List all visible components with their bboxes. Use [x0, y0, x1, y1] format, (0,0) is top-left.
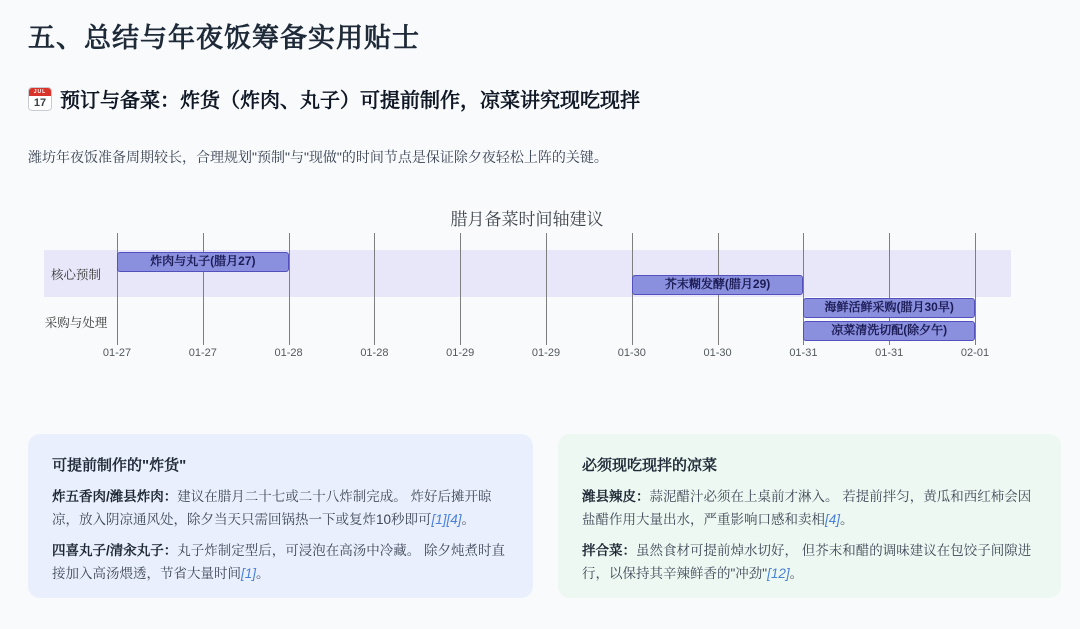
gantt-tick-label: 01-30 — [617, 347, 646, 359]
dish-text: 丸子炸制定型后，可浸泡在高汤中冷藏。 除夕炖煮时直接加入高汤煨透，节省大量时间 — [52, 543, 506, 582]
calendar-icon-day: 17 — [33, 96, 47, 109]
section-title: 五、总结与年夜饭筹备实用贴士 — [28, 23, 420, 53]
dish-term: 拌合菜： — [582, 543, 636, 559]
gantt-section-label: 核心预制 — [50, 268, 101, 282]
cold-card-item — [582, 540, 1037, 585]
gantt-task-bar: 芥末糊发酵(腊月29) — [632, 275, 804, 295]
gantt-tick-label: 01-29 — [531, 347, 561, 359]
fried-card-title: 可提前制作的"炸货" — [52, 457, 187, 474]
citation-link[interactable]: [4] — [825, 511, 841, 527]
fried-foods-card — [28, 434, 533, 598]
sentence-end: 。 — [256, 566, 270, 582]
gantt-grid-line — [460, 233, 461, 345]
citation-link[interactable]: [12] — [767, 566, 790, 582]
gantt-task-bar: 海鲜活鲜采购(腊月30早) — [803, 298, 975, 318]
dish-text: 建议在腊月二十七或二十八炸制完成。 炸好后摊开晾凉，放入阴凉通风处，除夕当天只需回锅热一下或复炸10秒即可 — [52, 489, 492, 527]
gantt-grid-line — [975, 233, 976, 345]
intro-paragraph: 潍坊年夜饭准备周期较长，合理规划"预制"与"现做"的时间节点是保证除夕夜轻松上阵的关键。 — [28, 149, 608, 165]
gantt-tick-label: 01-31 — [875, 347, 904, 359]
gantt-tick-label: 01-27 — [188, 347, 217, 359]
gantt-tick-label: 01-29 — [446, 347, 475, 359]
gantt-tick-label: 01-28 — [274, 347, 303, 359]
gantt-tick-label: 02-01 — [960, 347, 990, 359]
subheading-row — [28, 84, 640, 113]
gantt-grid-line — [546, 233, 547, 345]
sentence-end: 。 — [789, 566, 804, 582]
gantt-chart-title: 腊月备菜时间轴建议 — [450, 210, 604, 229]
sentence-end: 。 — [461, 511, 476, 527]
dish-term: 四喜丸子/清汆丸子： — [52, 543, 178, 559]
gantt-task-bar: 炸肉与丸子(腊月27) — [117, 252, 289, 272]
fried-card-item — [52, 486, 509, 531]
gantt-task-bar: 凉菜清洗切配(除夕午) — [803, 321, 975, 341]
gantt-chart — [0, 200, 1080, 370]
subheading-title: 预订与备菜：炸货（炸肉、丸子）可提前制作，凉菜讲究现吃现拌 — [60, 90, 640, 112]
calendar-icon-month: JUL — [29, 88, 51, 96]
gantt-grid-line — [374, 233, 375, 345]
dish-text: 虽然食材可提前焯水切好， 但芥末和醋的调味建议在包饺子间隙进行，以保持其辛辣鲜香的"冲劲" — [582, 543, 1032, 582]
calendar-icon — [28, 87, 52, 111]
sentence-end: 。 — [840, 511, 854, 527]
dish-text: 蒜泥醋汁必须在上桌前才淋入。 若提前拌匀，黄瓜和西红柿会因盐醋作用大量出水，严重影响口感和卖相 — [582, 489, 1032, 527]
gantt-tick-label: 01-31 — [789, 347, 818, 359]
cold-card-title: 必须现吃现拌的凉菜 — [582, 457, 718, 474]
gantt-tick-label: 01-30 — [703, 347, 732, 359]
cold-card-item — [582, 486, 1037, 531]
dish-term: 潍县辣皮： — [582, 489, 650, 504]
cold-dishes-card — [558, 434, 1061, 598]
gantt-grid-line — [203, 233, 204, 345]
gantt-section-label: 采购与处理 — [44, 316, 108, 330]
gantt-grid-line — [289, 233, 290, 345]
citation-link[interactable]: [1] — [241, 566, 257, 582]
citation-link[interactable]: [1][4] — [431, 511, 462, 527]
gantt-tick-label: 01-27 — [102, 347, 132, 359]
gantt-tick-label: 01-28 — [360, 347, 389, 359]
fried-card-item — [52, 540, 509, 585]
dish-term: 炸五香肉/潍县炸肉： — [52, 489, 178, 504]
